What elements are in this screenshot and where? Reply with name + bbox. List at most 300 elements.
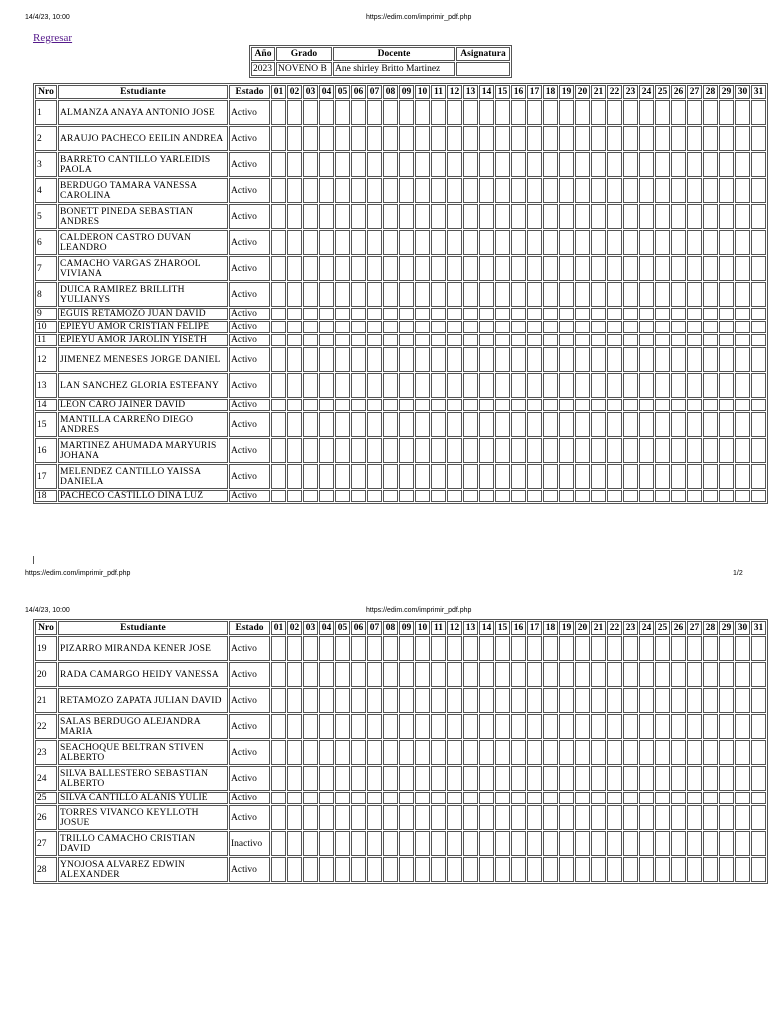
attendance-cell[interactable] xyxy=(431,126,446,151)
attendance-cell[interactable] xyxy=(511,857,526,882)
attendance-cell[interactable] xyxy=(527,230,542,255)
attendance-cell[interactable] xyxy=(639,373,654,398)
attendance-cell[interactable] xyxy=(335,308,350,320)
attendance-cell[interactable] xyxy=(271,464,286,489)
attendance-cell[interactable] xyxy=(447,204,462,229)
attendance-cell[interactable] xyxy=(655,126,670,151)
attendance-cell[interactable] xyxy=(671,308,686,320)
attendance-cell[interactable] xyxy=(479,792,494,804)
attendance-cell[interactable] xyxy=(607,831,622,856)
attendance-cell[interactable] xyxy=(751,373,766,398)
attendance-cell[interactable] xyxy=(639,662,654,687)
attendance-cell[interactable] xyxy=(383,347,398,372)
attendance-cell[interactable] xyxy=(415,178,430,203)
attendance-cell[interactable] xyxy=(335,412,350,437)
attendance-cell[interactable] xyxy=(543,321,558,333)
attendance-cell[interactable] xyxy=(751,126,766,151)
attendance-cell[interactable] xyxy=(511,230,526,255)
attendance-cell[interactable] xyxy=(719,464,734,489)
attendance-cell[interactable] xyxy=(415,412,430,437)
attendance-cell[interactable] xyxy=(431,321,446,333)
attendance-cell[interactable] xyxy=(719,256,734,281)
attendance-cell[interactable] xyxy=(719,831,734,856)
attendance-cell[interactable] xyxy=(319,766,334,791)
attendance-cell[interactable] xyxy=(431,282,446,307)
attendance-cell[interactable] xyxy=(527,204,542,229)
attendance-cell[interactable] xyxy=(399,321,414,333)
attendance-cell[interactable] xyxy=(607,282,622,307)
attendance-cell[interactable] xyxy=(527,347,542,372)
attendance-cell[interactable] xyxy=(639,204,654,229)
attendance-cell[interactable] xyxy=(735,805,750,830)
attendance-cell[interactable] xyxy=(623,766,638,791)
attendance-cell[interactable] xyxy=(431,399,446,411)
attendance-cell[interactable] xyxy=(703,490,718,502)
attendance-cell[interactable] xyxy=(527,308,542,320)
attendance-cell[interactable] xyxy=(415,308,430,320)
attendance-cell[interactable] xyxy=(463,178,478,203)
attendance-cell[interactable] xyxy=(287,126,302,151)
attendance-cell[interactable] xyxy=(671,256,686,281)
attendance-cell[interactable] xyxy=(415,256,430,281)
attendance-cell[interactable] xyxy=(287,805,302,830)
attendance-cell[interactable] xyxy=(367,321,382,333)
attendance-cell[interactable] xyxy=(575,464,590,489)
attendance-cell[interactable] xyxy=(511,100,526,125)
attendance-cell[interactable] xyxy=(415,230,430,255)
attendance-cell[interactable] xyxy=(399,230,414,255)
attendance-cell[interactable] xyxy=(671,321,686,333)
attendance-cell[interactable] xyxy=(687,636,702,661)
attendance-cell[interactable] xyxy=(591,464,606,489)
attendance-cell[interactable] xyxy=(287,100,302,125)
attendance-cell[interactable] xyxy=(463,321,478,333)
attendance-cell[interactable] xyxy=(463,204,478,229)
attendance-cell[interactable] xyxy=(703,308,718,320)
attendance-cell[interactable] xyxy=(703,204,718,229)
attendance-cell[interactable] xyxy=(735,857,750,882)
attendance-cell[interactable] xyxy=(751,321,766,333)
attendance-cell[interactable] xyxy=(575,766,590,791)
attendance-cell[interactable] xyxy=(463,438,478,463)
attendance-cell[interactable] xyxy=(719,636,734,661)
attendance-cell[interactable] xyxy=(655,334,670,346)
attendance-cell[interactable] xyxy=(591,792,606,804)
attendance-cell[interactable] xyxy=(319,805,334,830)
attendance-cell[interactable] xyxy=(335,399,350,411)
attendance-cell[interactable] xyxy=(719,126,734,151)
attendance-cell[interactable] xyxy=(351,334,366,346)
attendance-cell[interactable] xyxy=(463,857,478,882)
attendance-cell[interactable] xyxy=(559,100,574,125)
attendance-cell[interactable] xyxy=(415,740,430,765)
attendance-cell[interactable] xyxy=(415,766,430,791)
attendance-cell[interactable] xyxy=(463,464,478,489)
attendance-cell[interactable] xyxy=(623,636,638,661)
attendance-cell[interactable] xyxy=(543,100,558,125)
attendance-cell[interactable] xyxy=(623,373,638,398)
attendance-cell[interactable] xyxy=(287,308,302,320)
attendance-cell[interactable] xyxy=(719,399,734,411)
attendance-cell[interactable] xyxy=(703,399,718,411)
attendance-cell[interactable] xyxy=(495,347,510,372)
attendance-cell[interactable] xyxy=(319,334,334,346)
attendance-cell[interactable] xyxy=(671,464,686,489)
attendance-cell[interactable] xyxy=(495,688,510,713)
attendance-cell[interactable] xyxy=(527,438,542,463)
attendance-cell[interactable] xyxy=(735,230,750,255)
attendance-cell[interactable] xyxy=(607,792,622,804)
attendance-cell[interactable] xyxy=(591,152,606,177)
attendance-cell[interactable] xyxy=(479,490,494,502)
attendance-cell[interactable] xyxy=(735,688,750,713)
attendance-cell[interactable] xyxy=(735,321,750,333)
attendance-cell[interactable] xyxy=(415,334,430,346)
attendance-cell[interactable] xyxy=(655,766,670,791)
attendance-cell[interactable] xyxy=(495,740,510,765)
attendance-cell[interactable] xyxy=(751,831,766,856)
attendance-cell[interactable] xyxy=(687,740,702,765)
attendance-cell[interactable] xyxy=(415,714,430,739)
attendance-cell[interactable] xyxy=(655,204,670,229)
attendance-cell[interactable] xyxy=(319,831,334,856)
attendance-cell[interactable] xyxy=(543,714,558,739)
attendance-cell[interactable] xyxy=(591,636,606,661)
attendance-cell[interactable] xyxy=(623,230,638,255)
attendance-cell[interactable] xyxy=(735,490,750,502)
attendance-cell[interactable] xyxy=(511,688,526,713)
attendance-cell[interactable] xyxy=(351,373,366,398)
attendance-cell[interactable] xyxy=(575,347,590,372)
attendance-cell[interactable] xyxy=(271,100,286,125)
attendance-cell[interactable] xyxy=(303,831,318,856)
attendance-cell[interactable] xyxy=(607,256,622,281)
attendance-cell[interactable] xyxy=(655,662,670,687)
attendance-cell[interactable] xyxy=(463,662,478,687)
attendance-cell[interactable] xyxy=(511,282,526,307)
attendance-cell[interactable] xyxy=(415,792,430,804)
attendance-cell[interactable] xyxy=(479,152,494,177)
attendance-cell[interactable] xyxy=(751,412,766,437)
attendance-cell[interactable] xyxy=(735,373,750,398)
attendance-cell[interactable] xyxy=(511,399,526,411)
attendance-cell[interactable] xyxy=(687,714,702,739)
attendance-cell[interactable] xyxy=(511,308,526,320)
back-link[interactable]: Regresar xyxy=(33,32,73,44)
attendance-cell[interactable] xyxy=(495,766,510,791)
attendance-cell[interactable] xyxy=(399,805,414,830)
attendance-cell[interactable] xyxy=(671,688,686,713)
attendance-cell[interactable] xyxy=(319,178,334,203)
attendance-cell[interactable] xyxy=(751,334,766,346)
attendance-cell[interactable] xyxy=(703,178,718,203)
attendance-cell[interactable] xyxy=(367,230,382,255)
attendance-cell[interactable] xyxy=(543,282,558,307)
attendance-cell[interactable] xyxy=(463,766,478,791)
attendance-cell[interactable] xyxy=(687,373,702,398)
attendance-cell[interactable] xyxy=(287,334,302,346)
attendance-cell[interactable] xyxy=(543,857,558,882)
attendance-cell[interactable] xyxy=(367,464,382,489)
attendance-cell[interactable] xyxy=(383,792,398,804)
attendance-cell[interactable] xyxy=(335,126,350,151)
attendance-cell[interactable] xyxy=(623,438,638,463)
attendance-cell[interactable] xyxy=(591,204,606,229)
attendance-cell[interactable] xyxy=(559,321,574,333)
attendance-cell[interactable] xyxy=(719,347,734,372)
attendance-cell[interactable] xyxy=(607,714,622,739)
attendance-cell[interactable] xyxy=(687,126,702,151)
attendance-cell[interactable] xyxy=(415,805,430,830)
attendance-cell[interactable] xyxy=(639,178,654,203)
attendance-cell[interactable] xyxy=(639,766,654,791)
attendance-cell[interactable] xyxy=(271,178,286,203)
attendance-cell[interactable] xyxy=(527,334,542,346)
attendance-cell[interactable] xyxy=(335,152,350,177)
attendance-cell[interactable] xyxy=(399,256,414,281)
attendance-cell[interactable] xyxy=(671,766,686,791)
attendance-cell[interactable] xyxy=(399,334,414,346)
attendance-cell[interactable] xyxy=(431,438,446,463)
attendance-cell[interactable] xyxy=(319,464,334,489)
attendance-cell[interactable] xyxy=(511,373,526,398)
attendance-cell[interactable] xyxy=(287,636,302,661)
attendance-cell[interactable] xyxy=(399,126,414,151)
attendance-cell[interactable] xyxy=(639,256,654,281)
attendance-cell[interactable] xyxy=(383,373,398,398)
attendance-cell[interactable] xyxy=(447,152,462,177)
attendance-cell[interactable] xyxy=(303,490,318,502)
attendance-cell[interactable] xyxy=(735,152,750,177)
attendance-cell[interactable] xyxy=(671,740,686,765)
attendance-cell[interactable] xyxy=(639,100,654,125)
attendance-cell[interactable] xyxy=(671,373,686,398)
attendance-cell[interactable] xyxy=(751,662,766,687)
attendance-cell[interactable] xyxy=(335,282,350,307)
attendance-cell[interactable] xyxy=(479,412,494,437)
attendance-cell[interactable] xyxy=(495,308,510,320)
attendance-cell[interactable] xyxy=(575,636,590,661)
attendance-cell[interactable] xyxy=(479,334,494,346)
attendance-cell[interactable] xyxy=(495,126,510,151)
attendance-cell[interactable] xyxy=(319,204,334,229)
attendance-cell[interactable] xyxy=(431,204,446,229)
attendance-cell[interactable] xyxy=(287,438,302,463)
attendance-cell[interactable] xyxy=(447,100,462,125)
attendance-cell[interactable] xyxy=(639,399,654,411)
attendance-cell[interactable] xyxy=(543,399,558,411)
attendance-cell[interactable] xyxy=(719,857,734,882)
attendance-cell[interactable] xyxy=(463,373,478,398)
attendance-cell[interactable] xyxy=(591,688,606,713)
attendance-cell[interactable] xyxy=(623,805,638,830)
attendance-cell[interactable] xyxy=(607,100,622,125)
attendance-cell[interactable] xyxy=(639,805,654,830)
attendance-cell[interactable] xyxy=(479,438,494,463)
attendance-cell[interactable] xyxy=(351,230,366,255)
attendance-cell[interactable] xyxy=(367,662,382,687)
attendance-cell[interactable] xyxy=(303,256,318,281)
attendance-cell[interactable] xyxy=(287,230,302,255)
attendance-cell[interactable] xyxy=(703,740,718,765)
attendance-cell[interactable] xyxy=(527,831,542,856)
attendance-cell[interactable] xyxy=(287,688,302,713)
attendance-cell[interactable] xyxy=(399,662,414,687)
attendance-cell[interactable] xyxy=(431,230,446,255)
attendance-cell[interactable] xyxy=(319,100,334,125)
attendance-cell[interactable] xyxy=(271,714,286,739)
attendance-cell[interactable] xyxy=(575,321,590,333)
attendance-cell[interactable] xyxy=(319,438,334,463)
attendance-cell[interactable] xyxy=(415,464,430,489)
attendance-cell[interactable] xyxy=(431,662,446,687)
attendance-cell[interactable] xyxy=(703,636,718,661)
attendance-cell[interactable] xyxy=(383,688,398,713)
attendance-cell[interactable] xyxy=(511,204,526,229)
attendance-cell[interactable] xyxy=(527,636,542,661)
attendance-cell[interactable] xyxy=(735,178,750,203)
attendance-cell[interactable] xyxy=(559,636,574,661)
attendance-cell[interactable] xyxy=(559,152,574,177)
attendance-cell[interactable] xyxy=(735,399,750,411)
attendance-cell[interactable] xyxy=(591,126,606,151)
attendance-cell[interactable] xyxy=(447,126,462,151)
attendance-cell[interactable] xyxy=(431,412,446,437)
attendance-cell[interactable] xyxy=(479,100,494,125)
attendance-cell[interactable] xyxy=(607,688,622,713)
attendance-cell[interactable] xyxy=(607,399,622,411)
attendance-cell[interactable] xyxy=(271,204,286,229)
attendance-cell[interactable] xyxy=(367,334,382,346)
attendance-cell[interactable] xyxy=(319,662,334,687)
attendance-cell[interactable] xyxy=(287,373,302,398)
attendance-cell[interactable] xyxy=(367,636,382,661)
attendance-cell[interactable] xyxy=(527,714,542,739)
attendance-cell[interactable] xyxy=(479,766,494,791)
attendance-cell[interactable] xyxy=(287,714,302,739)
attendance-cell[interactable] xyxy=(607,308,622,320)
attendance-cell[interactable] xyxy=(367,831,382,856)
attendance-cell[interactable] xyxy=(447,321,462,333)
attendance-cell[interactable] xyxy=(527,100,542,125)
attendance-cell[interactable] xyxy=(639,321,654,333)
attendance-cell[interactable] xyxy=(559,688,574,713)
attendance-cell[interactable] xyxy=(607,204,622,229)
attendance-cell[interactable] xyxy=(367,204,382,229)
attendance-cell[interactable] xyxy=(399,490,414,502)
attendance-cell[interactable] xyxy=(559,178,574,203)
attendance-cell[interactable] xyxy=(623,740,638,765)
attendance-cell[interactable] xyxy=(335,321,350,333)
attendance-cell[interactable] xyxy=(303,230,318,255)
attendance-cell[interactable] xyxy=(303,662,318,687)
attendance-cell[interactable] xyxy=(479,347,494,372)
attendance-cell[interactable] xyxy=(367,805,382,830)
attendance-cell[interactable] xyxy=(527,740,542,765)
attendance-cell[interactable] xyxy=(335,204,350,229)
attendance-cell[interactable] xyxy=(623,464,638,489)
attendance-cell[interactable] xyxy=(623,308,638,320)
attendance-cell[interactable] xyxy=(511,256,526,281)
attendance-cell[interactable] xyxy=(319,490,334,502)
attendance-cell[interactable] xyxy=(655,256,670,281)
attendance-cell[interactable] xyxy=(447,857,462,882)
attendance-cell[interactable] xyxy=(527,399,542,411)
attendance-cell[interactable] xyxy=(687,321,702,333)
attendance-cell[interactable] xyxy=(399,831,414,856)
attendance-cell[interactable] xyxy=(495,334,510,346)
attendance-cell[interactable] xyxy=(335,740,350,765)
attendance-cell[interactable] xyxy=(623,256,638,281)
attendance-cell[interactable] xyxy=(303,100,318,125)
attendance-cell[interactable] xyxy=(463,688,478,713)
attendance-cell[interactable] xyxy=(335,464,350,489)
attendance-cell[interactable] xyxy=(383,805,398,830)
attendance-cell[interactable] xyxy=(303,636,318,661)
attendance-cell[interactable] xyxy=(655,714,670,739)
attendance-cell[interactable] xyxy=(511,714,526,739)
attendance-cell[interactable] xyxy=(735,334,750,346)
attendance-cell[interactable] xyxy=(703,766,718,791)
attendance-cell[interactable] xyxy=(415,100,430,125)
attendance-cell[interactable] xyxy=(383,766,398,791)
attendance-cell[interactable] xyxy=(463,347,478,372)
attendance-cell[interactable] xyxy=(271,334,286,346)
attendance-cell[interactable] xyxy=(655,636,670,661)
attendance-cell[interactable] xyxy=(415,373,430,398)
attendance-cell[interactable] xyxy=(367,399,382,411)
attendance-cell[interactable] xyxy=(639,490,654,502)
attendance-cell[interactable] xyxy=(479,256,494,281)
attendance-cell[interactable] xyxy=(303,399,318,411)
attendance-cell[interactable] xyxy=(335,792,350,804)
attendance-cell[interactable] xyxy=(351,740,366,765)
attendance-cell[interactable] xyxy=(655,438,670,463)
attendance-cell[interactable] xyxy=(575,152,590,177)
attendance-cell[interactable] xyxy=(687,152,702,177)
attendance-cell[interactable] xyxy=(271,230,286,255)
attendance-cell[interactable] xyxy=(639,308,654,320)
attendance-cell[interactable] xyxy=(383,399,398,411)
attendance-cell[interactable] xyxy=(383,438,398,463)
attendance-cell[interactable] xyxy=(671,438,686,463)
attendance-cell[interactable] xyxy=(591,308,606,320)
attendance-cell[interactable] xyxy=(479,636,494,661)
attendance-cell[interactable] xyxy=(543,178,558,203)
attendance-cell[interactable] xyxy=(639,412,654,437)
attendance-cell[interactable] xyxy=(271,662,286,687)
attendance-cell[interactable] xyxy=(287,490,302,502)
attendance-cell[interactable] xyxy=(623,831,638,856)
attendance-cell[interactable] xyxy=(559,282,574,307)
attendance-cell[interactable] xyxy=(607,321,622,333)
attendance-cell[interactable] xyxy=(575,714,590,739)
attendance-cell[interactable] xyxy=(495,152,510,177)
attendance-cell[interactable] xyxy=(639,740,654,765)
attendance-cell[interactable] xyxy=(671,636,686,661)
attendance-cell[interactable] xyxy=(351,399,366,411)
attendance-cell[interactable] xyxy=(543,766,558,791)
attendance-cell[interactable] xyxy=(703,282,718,307)
attendance-cell[interactable] xyxy=(479,399,494,411)
attendance-cell[interactable] xyxy=(431,490,446,502)
attendance-cell[interactable] xyxy=(591,490,606,502)
attendance-cell[interactable] xyxy=(319,321,334,333)
attendance-cell[interactable] xyxy=(383,334,398,346)
attendance-cell[interactable] xyxy=(319,412,334,437)
attendance-cell[interactable] xyxy=(415,282,430,307)
attendance-cell[interactable] xyxy=(511,178,526,203)
